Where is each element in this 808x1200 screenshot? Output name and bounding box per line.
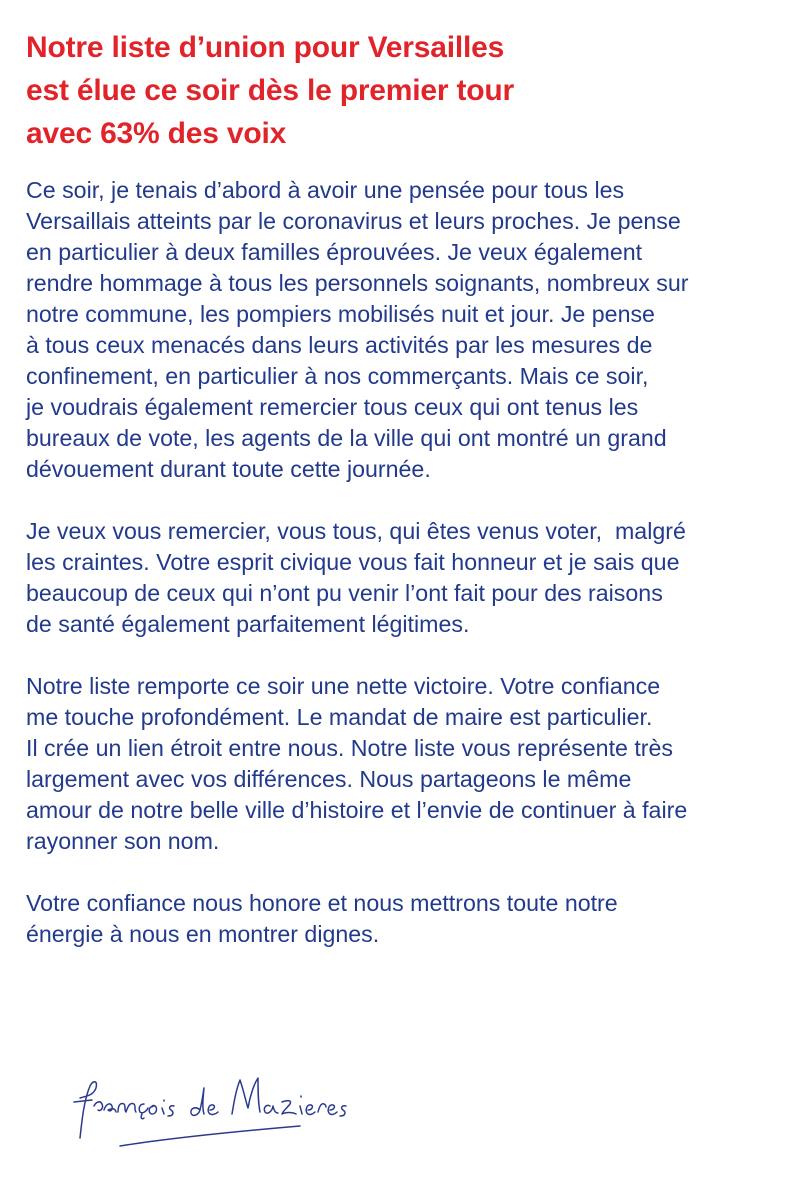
text-line: beaucoup de ceux qui n’ont pu venir l’ont fait pour des raisons <box>26 580 663 606</box>
text-line: de santé également parfaitement légitimes. <box>26 611 470 637</box>
paragraph-2 <box>26 516 796 640</box>
text-line: je voudrais également remercier tous ceux qui ont tenus les <box>26 394 639 420</box>
text-line: bureaux de vote, les agents de la ville qui ont montré un grand <box>26 425 667 451</box>
text-line: largement avec vos différences. Nous partageons le même <box>26 766 632 792</box>
text-line: Ce soir, je tenais d’abord à avoir une pensée pour tous les <box>26 177 625 203</box>
headline-line: Notre liste d’union pour Versailles <box>26 31 505 64</box>
paragraph-3 <box>26 671 796 857</box>
text-line: notre commune, les pompiers mobilisés nuit et jour. Je pense <box>26 301 655 327</box>
text-line: énergie à nous en montrer dignes. <box>26 921 380 947</box>
paragraph-1 <box>26 175 796 485</box>
text-line: rayonner son nom. <box>26 828 220 854</box>
headline-line: avec 63% des voix <box>26 117 287 150</box>
headline-line: est élue ce soir dès le premier tour <box>26 74 515 107</box>
text-line: amour de notre belle ville d’histoire et l’envie de continuer à faire <box>26 797 688 823</box>
letter-body <box>26 175 796 981</box>
headline <box>26 26 786 155</box>
text-line: rendre hommage à tous les personnels soignants, nombreux sur <box>26 270 689 296</box>
text-line: en particulier à deux familles éprouvées. Je veux également <box>26 239 643 265</box>
text-line: Notre liste remporte ce soir une nette victoire. Votre confiance <box>26 673 661 699</box>
text-line: à tous ceux menacés dans leurs activités par les mesures de <box>26 332 653 358</box>
text-line: confinement, en particulier à nos commerçants. Mais ce soir, <box>26 363 649 389</box>
text-line: Versaillais atteints par le coronavirus et leurs proches. Je pense <box>26 208 681 234</box>
text-line: Il crée un lien étroit entre nous. Notre liste vous représente très <box>26 735 673 761</box>
text-line: les craintes. Votre esprit civique vous fait honneur et je sais que <box>26 549 680 575</box>
text-line: me touche profondément. Le mandat de maire est particulier. <box>26 704 653 730</box>
text-line: dévouement durant toute cette journée. <box>26 456 431 482</box>
handwritten-signature <box>60 1050 380 1160</box>
text-line: Je veux vous remercier, vous tous, qui êtes venus voter, malgré <box>26 518 686 544</box>
paragraph-4 <box>26 888 796 950</box>
text-line: Votre confiance nous honore et nous mettrons toute notre <box>26 890 618 916</box>
